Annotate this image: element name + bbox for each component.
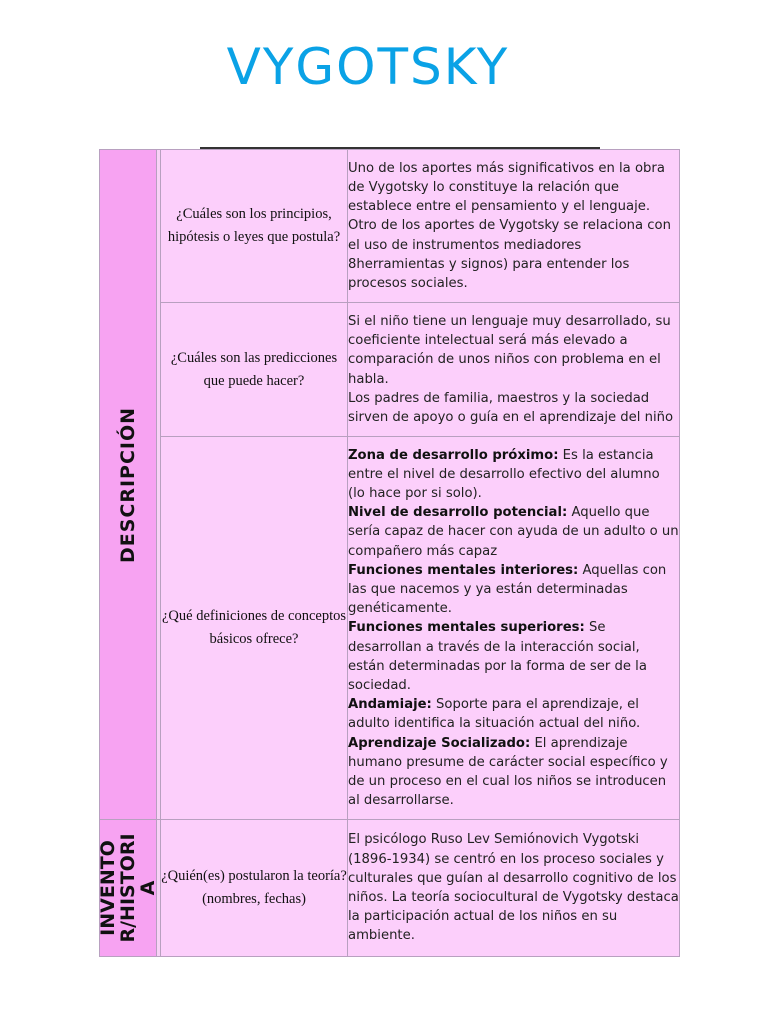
definition-term: Funciones mentales interiores: (348, 562, 579, 578)
table-row (100, 150, 680, 303)
question-cell: ¿Qué definiciones de conceptos básicos ofrece? (161, 437, 348, 820)
definition-term: Zona de desarrollo próximo: (348, 447, 559, 463)
table-row (100, 303, 680, 437)
definition-item (348, 618, 679, 695)
page-title: VYGOTSKY (226, 38, 510, 96)
definition-item (348, 561, 679, 619)
definition-item (348, 446, 679, 504)
question-cell: ¿Cuáles son las predicciones que puede hacer? (161, 303, 348, 437)
definition-text: Es la estancia entre el nivel de desarrollo efectivo del alumno (lo hace por si solo). (348, 447, 660, 501)
question-cell: ¿Cuáles son los principios, hipótesis o leyes que postula? (161, 150, 348, 303)
question-cell: ¿Quién(es) postularon la teoría? (nombres, fechas) (161, 820, 348, 957)
section-label-line: INVENTO (97, 840, 119, 936)
answer-paragraph: Si el niño tiene un lenguaje muy desarrollado, su coeficiente intelectual será más elevado a comparación de unos niños con problema en el habla. (348, 313, 671, 387)
answer-paragraph: Los padres de familia, maestros y la sociedad sirven de apoyo o guía en el aprendizaje del niño (348, 390, 674, 425)
answer-paragraph: Otro de los aportes de Vygotsky se relaciona con el uso de instrumentos mediadores 8herramientas y signos) para entender los procesos sociales. (348, 218, 671, 291)
theory-table (99, 149, 680, 957)
answer-cell (348, 437, 680, 820)
section-inventor (97, 820, 159, 957)
definition-term: Nivel de desarrollo potencial: (348, 505, 568, 521)
definition-item (348, 503, 679, 561)
answer-paragraph: Uno de los aportes más significativos en la obra de Vygotsky lo constituye la relación que establece entre el pensamiento y el lenguaje. (348, 160, 665, 215)
table-row (100, 820, 680, 957)
section-descripcion (100, 150, 157, 820)
section-label-descripcion: DESCRIPCIÓN (117, 406, 139, 563)
answer-cell (348, 820, 680, 957)
definition-text: Aquello que sería capaz de hacer con ayuda de un adulto o un compañero más capaz (348, 505, 679, 559)
answer-cell (348, 150, 680, 303)
definition-term: Aprendizaje Socializado: (348, 735, 531, 751)
definition-text: El aprendizaje humano presume de carácter social específico y de un proceso en el cual los niños se introducen al desarrollarse. (348, 735, 668, 809)
definition-text: Soporte para el aprendizaje, el adulto identifica la situación actual del niño. (348, 697, 641, 732)
definition-item (348, 695, 679, 733)
answer-cell (348, 303, 680, 437)
section-label-inventor (98, 833, 158, 942)
definition-item (348, 734, 679, 811)
definition-text: Aquellas con las que nacemos y ya están determinadas genéticamente. (348, 562, 667, 617)
definition-text: Se desarrollan a través de la interacción social, están determinadas por la forma de ser de la sociedad. (348, 620, 647, 693)
table-row (100, 437, 680, 820)
definition-term: Andamiaje: (348, 697, 432, 713)
definition-term: Funciones mentales superiores: (348, 620, 585, 636)
section-label-line: A (137, 880, 159, 896)
section-label-line: R/HISTORI (117, 833, 139, 943)
answer-paragraph: El psicólogo Ruso Lev Semiónovich Vygotski (1896-1934) se centró en los proceso sociales y culturales que guían al desarrollo cognitivo de los niños. La teoría sociocultural de Vygotsky destaca la participación actual de los niños en su ambiente. (348, 832, 679, 944)
